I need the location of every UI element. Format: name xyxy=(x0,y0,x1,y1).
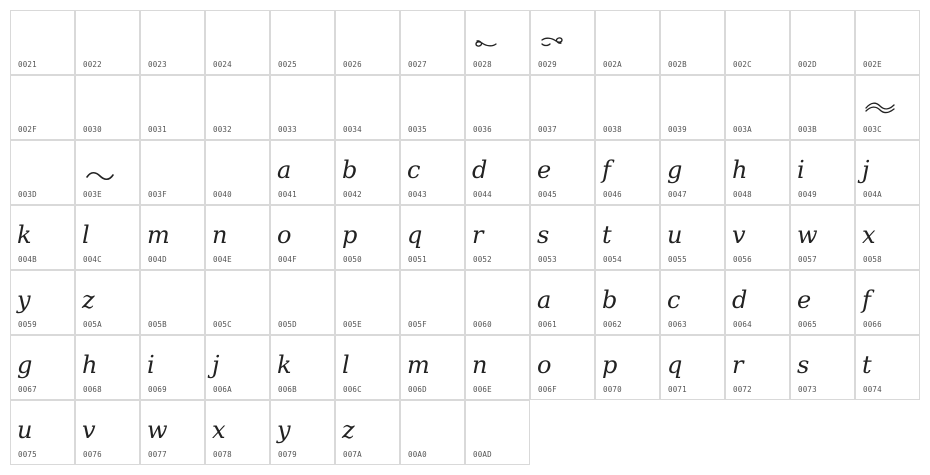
glyph-cell xyxy=(855,75,920,140)
codepoint-label: 0072 xyxy=(733,385,752,394)
glyph-cell xyxy=(725,270,790,335)
glyph-sample xyxy=(147,85,200,125)
glyph-cell xyxy=(75,205,140,270)
glyph-cell xyxy=(335,10,400,75)
codepoint-label: 0057 xyxy=(798,255,817,264)
glyph-sample: t xyxy=(602,221,612,249)
glyph-cell xyxy=(140,205,205,270)
codepoint-label: 0041 xyxy=(278,190,297,199)
glyph-sample: j xyxy=(862,156,870,184)
codepoint-label: 0065 xyxy=(798,320,817,329)
codepoint-label: 0055 xyxy=(668,255,687,264)
left-swash-ornament-icon xyxy=(474,34,498,53)
glyph-cell xyxy=(530,270,595,335)
codepoint-label: 0071 xyxy=(668,385,687,394)
glyph-sample: n xyxy=(472,351,488,379)
codepoint-label: 0026 xyxy=(343,60,362,69)
codepoint-label: 0054 xyxy=(603,255,622,264)
codepoint-label: 0068 xyxy=(83,385,102,394)
glyph-sample xyxy=(147,20,200,60)
glyph-sample: l xyxy=(342,351,350,379)
glyph-sample: k xyxy=(17,221,32,249)
glyph-sample xyxy=(407,20,460,60)
codepoint-label: 0042 xyxy=(343,190,362,199)
glyph-sample: d xyxy=(732,286,748,314)
glyph-sample: g xyxy=(667,156,683,184)
codepoint-label: 0063 xyxy=(668,320,687,329)
glyph-sample: a xyxy=(537,286,552,314)
glyph-cell xyxy=(595,335,660,400)
glyph-cell xyxy=(660,140,725,205)
glyph-sample: s xyxy=(537,221,550,249)
codepoint-label: 0035 xyxy=(408,125,427,134)
glyph-sample: n xyxy=(212,221,228,249)
glyph-cell xyxy=(205,335,270,400)
codepoint-label: 0029 xyxy=(538,60,557,69)
glyph-cell xyxy=(530,335,595,400)
glyph-cell xyxy=(465,75,530,140)
codepoint-label: 0043 xyxy=(408,190,427,199)
glyph-cell xyxy=(855,270,920,335)
glyph-cell xyxy=(790,335,855,400)
codepoint-label: 0033 xyxy=(278,125,297,134)
glyph-cell xyxy=(400,205,465,270)
glyph-sample: u xyxy=(17,416,33,444)
glyph-sample xyxy=(407,410,460,450)
glyph-cell xyxy=(400,335,465,400)
glyph-sample: q xyxy=(407,221,423,249)
glyph-cell xyxy=(400,400,465,465)
glyph-cell xyxy=(75,10,140,75)
codepoint-label: 0032 xyxy=(213,125,232,134)
codepoint-label: 007A xyxy=(343,450,362,459)
glyph-cell xyxy=(270,400,335,465)
codepoint-label: 004B xyxy=(18,255,37,264)
glyph-cell xyxy=(465,335,530,400)
codepoint-label: 003A xyxy=(733,125,752,134)
glyph-cell xyxy=(790,205,855,270)
glyph-sample: w xyxy=(797,221,818,249)
glyph-cell xyxy=(530,10,595,75)
glyph-cell xyxy=(530,75,595,140)
glyph-cell xyxy=(400,75,465,140)
glyph-sample xyxy=(212,150,265,190)
codepoint-label: 00AD xyxy=(473,450,492,459)
codepoint-label: 0045 xyxy=(538,190,557,199)
glyph-sample: l xyxy=(82,221,90,249)
codepoint-label: 0060 xyxy=(473,320,492,329)
glyph-cell xyxy=(660,205,725,270)
codepoint-label: 0067 xyxy=(18,385,37,394)
glyph-cell xyxy=(205,140,270,205)
glyph-sample xyxy=(17,85,70,125)
glyph-sample: o xyxy=(277,221,292,249)
codepoint-label: 0050 xyxy=(343,255,362,264)
glyph-cell xyxy=(855,335,920,400)
glyph-cell xyxy=(270,10,335,75)
codepoint-label: 004D xyxy=(148,255,167,264)
codepoint-label: 0040 xyxy=(213,190,232,199)
glyph-cell xyxy=(595,10,660,75)
glyph-sample: q xyxy=(667,351,683,379)
wave-ornament-icon xyxy=(85,167,115,186)
codepoint-label: 0059 xyxy=(18,320,37,329)
codepoint-label: 004F xyxy=(278,255,297,264)
codepoint-label: 0039 xyxy=(668,125,687,134)
glyph-sample: f xyxy=(602,156,611,184)
codepoint-label: 0051 xyxy=(408,255,427,264)
glyph-sample xyxy=(212,280,265,320)
glyph-cell xyxy=(660,335,725,400)
glyph-sample xyxy=(862,20,915,60)
codepoint-label: 0025 xyxy=(278,60,297,69)
glyph-sample: x xyxy=(212,416,226,444)
glyph-cell xyxy=(270,205,335,270)
codepoint-label: 006A xyxy=(213,385,232,394)
glyph-sample: s xyxy=(797,351,810,379)
codepoint-label: 0031 xyxy=(148,125,167,134)
glyph-sample: e xyxy=(537,156,552,184)
double-wave-ornament-icon xyxy=(864,100,896,120)
glyph-sample: v xyxy=(82,416,96,444)
glyph-sample xyxy=(212,20,265,60)
glyph-cell xyxy=(205,205,270,270)
glyph-cell xyxy=(855,10,920,75)
codepoint-label: 0062 xyxy=(603,320,622,329)
glyph-sample xyxy=(797,20,850,60)
glyph-sample: j xyxy=(212,351,220,379)
glyph-sample: k xyxy=(277,351,292,379)
glyph-sample: a xyxy=(277,156,292,184)
glyph-cell xyxy=(335,205,400,270)
glyph-cell xyxy=(335,400,400,465)
glyph-sample xyxy=(147,150,200,190)
codepoint-label: 0036 xyxy=(473,125,492,134)
codepoint-label: 006F xyxy=(538,385,557,394)
codepoint-label: 0074 xyxy=(863,385,882,394)
glyph-cell xyxy=(725,10,790,75)
codepoint-label: 0047 xyxy=(668,190,687,199)
codepoint-label: 002A xyxy=(603,60,622,69)
glyph-cell xyxy=(140,270,205,335)
glyph-cell xyxy=(205,400,270,465)
glyph-cell xyxy=(270,335,335,400)
codepoint-label: 0021 xyxy=(18,60,37,69)
codepoint-label: 0076 xyxy=(83,450,102,459)
glyph-sample: z xyxy=(342,416,355,444)
glyph-cell xyxy=(10,75,75,140)
glyph-sample xyxy=(277,280,330,320)
glyph-sample: t xyxy=(862,351,872,379)
codepoint-label: 005F xyxy=(408,320,427,329)
codepoint-label: 005B xyxy=(148,320,167,329)
codepoint-label: 0027 xyxy=(408,60,427,69)
glyph-cell xyxy=(465,140,530,205)
glyph-cell xyxy=(465,270,530,335)
glyph-sample: o xyxy=(537,351,552,379)
codepoint-label: 0028 xyxy=(473,60,492,69)
codepoint-label: 004A xyxy=(863,190,882,199)
codepoint-label: 0024 xyxy=(213,60,232,69)
glyph-cell xyxy=(660,270,725,335)
glyph-cell xyxy=(140,335,205,400)
glyph-cell xyxy=(205,270,270,335)
glyph-cell xyxy=(400,10,465,75)
glyph-sample xyxy=(342,85,395,125)
glyph-sample xyxy=(407,85,460,125)
glyph-cell xyxy=(855,205,920,270)
glyph-cell xyxy=(595,75,660,140)
codepoint-label: 0030 xyxy=(83,125,102,134)
codepoint-label: 005D xyxy=(278,320,297,329)
codepoint-label: 0070 xyxy=(603,385,622,394)
glyph-cell xyxy=(270,270,335,335)
glyph-cell xyxy=(530,205,595,270)
glyph-cell xyxy=(725,205,790,270)
codepoint-label: 0037 xyxy=(538,125,557,134)
glyph-sample: b xyxy=(602,286,618,314)
codepoint-label: 006B xyxy=(278,385,297,394)
codepoint-label: 0075 xyxy=(18,450,37,459)
glyph-cell xyxy=(725,140,790,205)
glyph-cell xyxy=(595,205,660,270)
glyph-sample xyxy=(407,280,460,320)
glyph-sample: m xyxy=(407,351,430,379)
glyph-cell xyxy=(140,400,205,465)
glyph-sample: y xyxy=(277,416,291,444)
glyph-cell xyxy=(400,140,465,205)
glyph-sample: r xyxy=(732,351,744,379)
codepoint-label: 0061 xyxy=(538,320,557,329)
codepoint-label: 005A xyxy=(83,320,102,329)
glyph-cell xyxy=(335,140,400,205)
glyph-cell xyxy=(530,140,595,205)
glyph-sample xyxy=(17,150,70,190)
glyph-sample xyxy=(667,85,720,125)
glyph-cell xyxy=(10,335,75,400)
glyph-cell xyxy=(270,75,335,140)
glyph-sample xyxy=(82,85,135,125)
codepoint-label: 002F xyxy=(18,125,37,134)
glyph-sample: x xyxy=(862,221,876,249)
codepoint-label: 003C xyxy=(863,125,882,134)
glyph-sample: c xyxy=(407,156,421,184)
codepoint-label: 0038 xyxy=(603,125,622,134)
glyph-sample: e xyxy=(797,286,812,314)
glyph-cell xyxy=(335,335,400,400)
glyph-sample: i xyxy=(797,156,805,184)
codepoint-label: 006D xyxy=(408,385,427,394)
glyph-sample: b xyxy=(342,156,358,184)
glyph-cell xyxy=(660,75,725,140)
glyph-cell xyxy=(725,75,790,140)
glyph-cell xyxy=(75,75,140,140)
glyph-sample: i xyxy=(147,351,155,379)
glyph-cell xyxy=(465,400,530,465)
codepoint-label: 0058 xyxy=(863,255,882,264)
codepoint-label: 002E xyxy=(863,60,882,69)
glyph-sample xyxy=(277,85,330,125)
glyph-sample xyxy=(17,20,70,60)
codepoint-label: 006E xyxy=(473,385,492,394)
codepoint-label: 003B xyxy=(798,125,817,134)
glyph-cell xyxy=(790,75,855,140)
codepoint-label: 0023 xyxy=(148,60,167,69)
codepoint-label: 0022 xyxy=(83,60,102,69)
glyph-sample xyxy=(732,85,785,125)
glyph-sample: z xyxy=(82,286,95,314)
glyph-sample xyxy=(147,280,200,320)
glyph-cell xyxy=(595,140,660,205)
codepoint-label: 003F xyxy=(148,190,167,199)
codepoint-label: 0066 xyxy=(863,320,882,329)
glyph-sample xyxy=(82,20,135,60)
codepoint-label: 002B xyxy=(668,60,687,69)
glyph-cell xyxy=(10,400,75,465)
codepoint-label: 003E xyxy=(83,190,102,199)
glyph-sample: m xyxy=(147,221,170,249)
codepoint-label: 0048 xyxy=(733,190,752,199)
codepoint-label: 0077 xyxy=(148,450,167,459)
glyph-sample xyxy=(472,410,525,450)
glyph-cell xyxy=(790,140,855,205)
codepoint-label: 004C xyxy=(83,255,102,264)
glyph-sample xyxy=(342,280,395,320)
codepoint-label: 00A0 xyxy=(408,450,427,459)
glyph-sample xyxy=(602,20,655,60)
glyph-sample: h xyxy=(732,156,748,184)
glyph-cell xyxy=(140,10,205,75)
codepoint-label: 0069 xyxy=(148,385,167,394)
codepoint-label: 0056 xyxy=(733,255,752,264)
glyph-sample xyxy=(667,20,720,60)
glyph-sample xyxy=(732,20,785,60)
codepoint-label: 0044 xyxy=(473,190,492,199)
right-swash-ornament-icon xyxy=(540,34,564,53)
glyph-cell xyxy=(790,270,855,335)
glyph-sample: p xyxy=(602,351,618,379)
glyph-sample xyxy=(797,85,850,125)
glyph-cell xyxy=(10,10,75,75)
glyph-sample xyxy=(472,280,525,320)
codepoint-label: 0046 xyxy=(603,190,622,199)
glyph-cell xyxy=(75,335,140,400)
codepoint-label: 002D xyxy=(798,60,817,69)
codepoint-label: 004E xyxy=(213,255,232,264)
glyph-sample: h xyxy=(82,351,98,379)
codepoint-label: 0078 xyxy=(213,450,232,459)
glyph-sample: w xyxy=(147,416,168,444)
codepoint-label: 0034 xyxy=(343,125,362,134)
codepoint-label: 005E xyxy=(343,320,362,329)
glyph-cell xyxy=(465,10,530,75)
codepoint-label: 0064 xyxy=(733,320,752,329)
glyph-sample: p xyxy=(342,221,358,249)
codepoint-label: 0049 xyxy=(798,190,817,199)
codepoint-label: 0053 xyxy=(538,255,557,264)
codepoint-label: 0073 xyxy=(798,385,817,394)
codepoint-label: 003D xyxy=(18,190,37,199)
glyph-cell xyxy=(400,270,465,335)
glyph-sample: d xyxy=(472,156,488,184)
glyph-cell xyxy=(75,400,140,465)
glyph-cell xyxy=(660,10,725,75)
glyph-sample: u xyxy=(667,221,683,249)
glyph-cell xyxy=(140,140,205,205)
glyph-cell xyxy=(335,75,400,140)
glyph-sample xyxy=(537,85,590,125)
glyph-cell xyxy=(140,75,205,140)
codepoint-label: 0079 xyxy=(278,450,297,459)
codepoint-label: 0052 xyxy=(473,255,492,264)
glyph-cell xyxy=(465,205,530,270)
glyph-cell xyxy=(10,140,75,205)
glyph-cell xyxy=(75,140,140,205)
glyph-sample xyxy=(277,20,330,60)
glyph-cell xyxy=(205,10,270,75)
glyph-cell xyxy=(10,205,75,270)
glyph-sample: r xyxy=(472,221,484,249)
codepoint-label: 002C xyxy=(733,60,752,69)
glyph-grid xyxy=(10,10,920,465)
glyph-sample: v xyxy=(732,221,746,249)
glyph-cell xyxy=(205,75,270,140)
glyph-sample xyxy=(342,20,395,60)
glyph-cell xyxy=(335,270,400,335)
codepoint-label: 006C xyxy=(343,385,362,394)
glyph-cell xyxy=(270,140,335,205)
glyph-cell xyxy=(790,10,855,75)
glyph-sample: f xyxy=(862,286,871,314)
glyph-sample xyxy=(212,85,265,125)
glyph-sample xyxy=(602,85,655,125)
glyph-cell xyxy=(725,335,790,400)
codepoint-label: 005C xyxy=(213,320,232,329)
glyph-cell xyxy=(855,140,920,205)
glyph-sample: c xyxy=(667,286,681,314)
glyph-cell xyxy=(75,270,140,335)
glyph-sample: g xyxy=(17,351,33,379)
glyph-cell xyxy=(10,270,75,335)
glyph-cell xyxy=(595,270,660,335)
glyph-sample xyxy=(472,85,525,125)
glyph-sample: y xyxy=(17,286,31,314)
